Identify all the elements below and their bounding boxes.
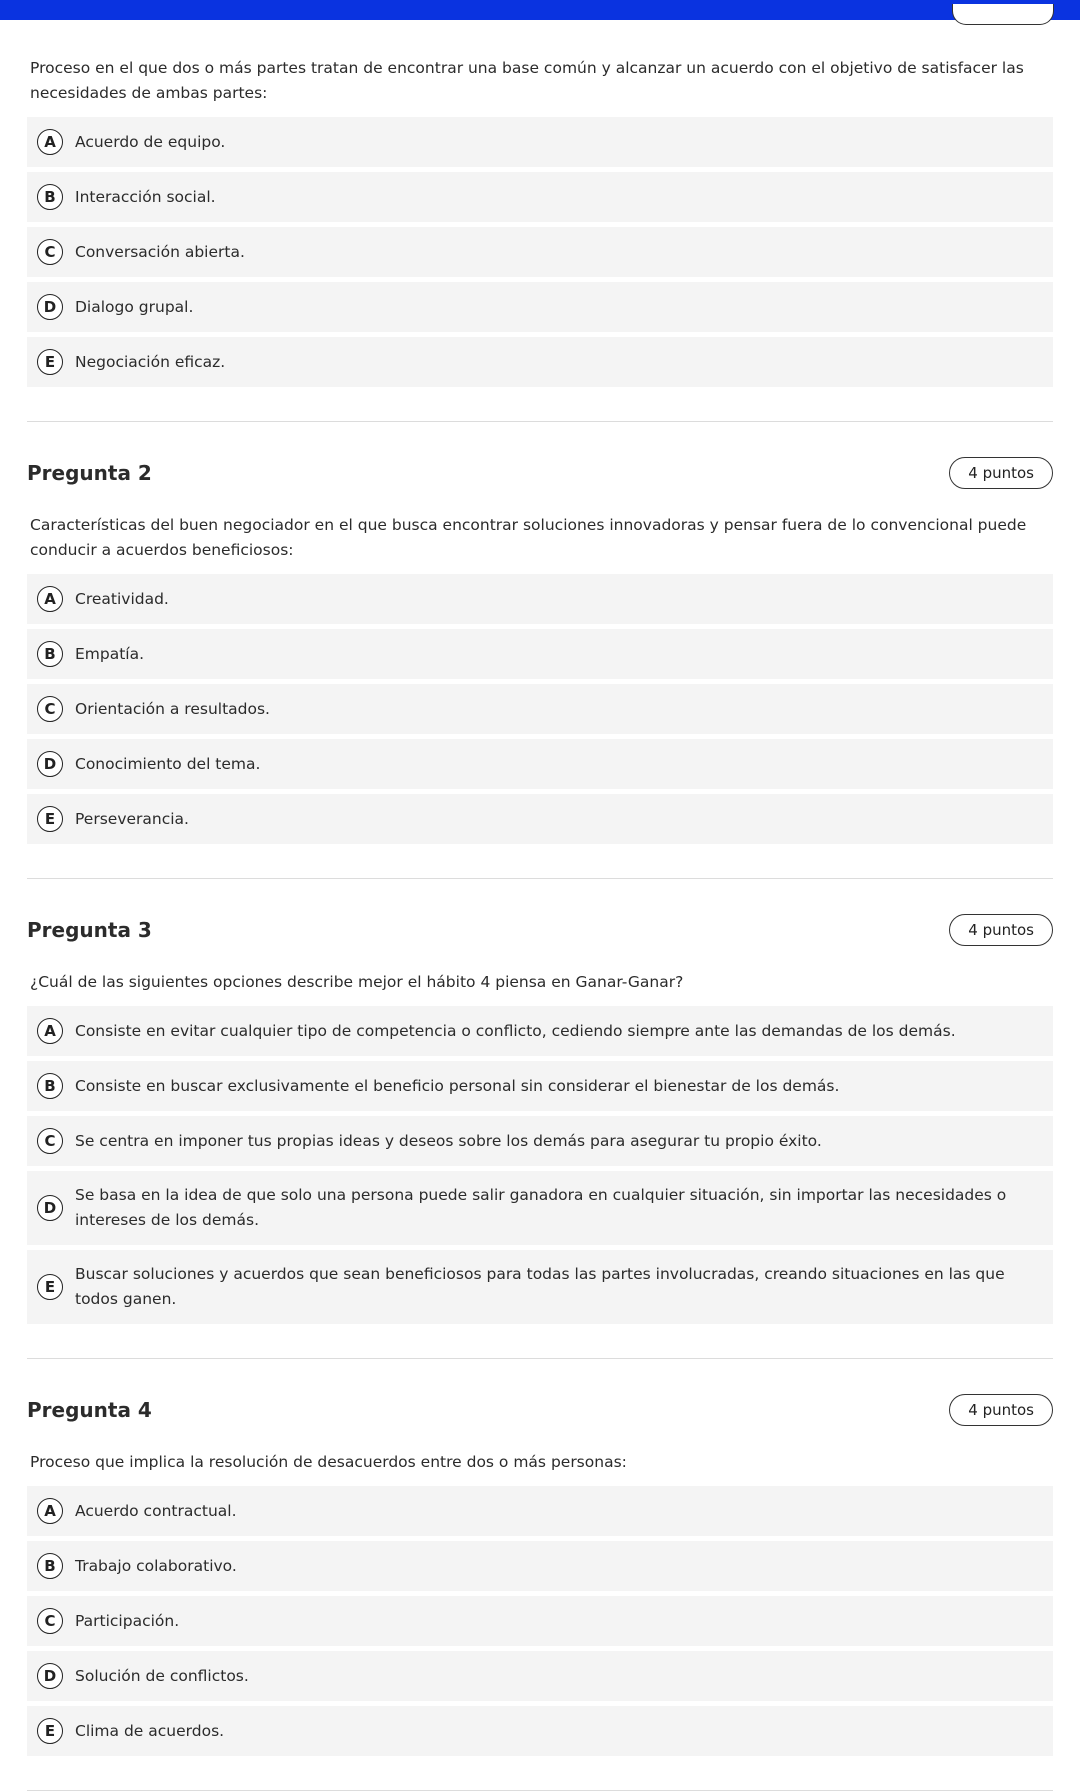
question-header bbox=[27, 913, 1053, 947]
option-letter: C bbox=[37, 239, 63, 265]
option-text: Trabajo colaborativo. bbox=[75, 1556, 237, 1575]
option-text: Se centra en imponer tus propias ideas y deseos sobre los demás para asegurar tu propio éxito. bbox=[75, 1131, 822, 1150]
option-letter: D bbox=[37, 1195, 63, 1221]
option-text: Participación. bbox=[75, 1611, 180, 1630]
option-letter: D bbox=[37, 294, 63, 320]
points-badge: 4 puntos bbox=[949, 914, 1053, 946]
question-1 bbox=[27, 20, 1053, 387]
quiz-content bbox=[27, 20, 1053, 1791]
question-prompt: Proceso que implica la resolución de desacuerdos entre dos o más personas: bbox=[30, 1453, 627, 1471]
question-prompt: Proceso en el que dos o más partes tratan de encontrar una base común y alcanzar un acuerdo con el objetivo de satisfacer las necesidades de ambas partes: bbox=[30, 59, 1024, 102]
option-a[interactable] bbox=[27, 117, 1053, 167]
question-4 bbox=[27, 1359, 1053, 1756]
option-letter: B bbox=[37, 184, 63, 210]
option-c[interactable] bbox=[27, 227, 1053, 277]
option-c[interactable] bbox=[27, 1596, 1053, 1646]
option-text: Clima de acuerdos. bbox=[75, 1721, 225, 1740]
options-list bbox=[27, 117, 1053, 387]
question-prompt: Características del buen negociador en el que busca encontrar soluciones innovadoras y pensar fuera de lo convencional puede conducir a acuerdos beneficiosos: bbox=[30, 516, 1027, 559]
option-letter: C bbox=[37, 1608, 63, 1634]
option-text: Perseverancia. bbox=[75, 809, 189, 828]
option-text: Consiste en evitar cualquier tipo de competencia o conflicto, cediendo siempre ante las demandas de los demás. bbox=[75, 1021, 956, 1040]
question-title: Pregunta 2 bbox=[27, 461, 152, 485]
option-text: Negociación eficaz. bbox=[75, 352, 226, 371]
option-letter: D bbox=[37, 751, 63, 777]
option-text: Buscar soluciones y acuerdos que sean beneficiosos para todas las partes involucradas, creando situaciones en las que todos ganen. bbox=[75, 1265, 1005, 1308]
option-text: Consiste en buscar exclusivamente el beneficio personal sin considerar el bienestar de los demás. bbox=[75, 1076, 840, 1095]
options-list bbox=[27, 574, 1053, 844]
option-e[interactable] bbox=[27, 794, 1053, 844]
points-badge: 4 puntos bbox=[949, 1394, 1053, 1426]
question-prompt: ¿Cuál de las siguientes opciones describe mejor el hábito 4 piensa en Ganar-Ganar? bbox=[30, 973, 684, 991]
option-b[interactable] bbox=[27, 1541, 1053, 1591]
option-letter: A bbox=[37, 129, 63, 155]
option-letter: A bbox=[37, 586, 63, 612]
options-list bbox=[27, 1006, 1053, 1324]
option-b[interactable] bbox=[27, 172, 1053, 222]
option-text: Interacción social. bbox=[75, 187, 216, 206]
option-text: Conversación abierta. bbox=[75, 242, 245, 261]
option-letter: E bbox=[37, 1274, 63, 1300]
question-title: Pregunta 4 bbox=[27, 1398, 152, 1422]
option-letter: E bbox=[37, 1718, 63, 1744]
option-letter: C bbox=[37, 696, 63, 722]
option-text: Dialogo grupal. bbox=[75, 297, 194, 316]
option-d[interactable] bbox=[27, 1651, 1053, 1701]
option-e[interactable] bbox=[27, 1250, 1053, 1324]
option-c[interactable] bbox=[27, 684, 1053, 734]
option-letter: B bbox=[37, 1553, 63, 1579]
question-header bbox=[27, 456, 1053, 490]
question-title: Pregunta 3 bbox=[27, 918, 152, 942]
option-text: Empatía. bbox=[75, 644, 145, 663]
option-a[interactable] bbox=[27, 574, 1053, 624]
option-text: Se basa en la idea de que solo una persona puede salir ganadora en cualquier situación, sin importar las necesidades o intereses de los demás. bbox=[75, 1186, 1007, 1229]
option-letter: B bbox=[37, 641, 63, 667]
option-letter: E bbox=[37, 349, 63, 375]
option-a[interactable] bbox=[27, 1006, 1053, 1056]
option-a[interactable] bbox=[27, 1486, 1053, 1536]
option-e[interactable] bbox=[27, 1706, 1053, 1756]
option-letter: D bbox=[37, 1663, 63, 1689]
option-e[interactable] bbox=[27, 337, 1053, 387]
option-d[interactable] bbox=[27, 1171, 1053, 1245]
option-letter: B bbox=[37, 1073, 63, 1099]
option-text: Conocimiento del tema. bbox=[75, 754, 261, 773]
option-text: Acuerdo contractual. bbox=[75, 1501, 237, 1520]
option-c[interactable] bbox=[27, 1116, 1053, 1166]
question-3 bbox=[27, 879, 1053, 1324]
option-letter: A bbox=[37, 1018, 63, 1044]
option-b[interactable] bbox=[27, 629, 1053, 679]
points-badge: 4 puntos bbox=[949, 457, 1053, 489]
question-2 bbox=[27, 422, 1053, 844]
option-text: Acuerdo de equipo. bbox=[75, 132, 226, 151]
option-d[interactable] bbox=[27, 282, 1053, 332]
option-letter: A bbox=[37, 1498, 63, 1524]
options-list bbox=[27, 1486, 1053, 1756]
option-letter: E bbox=[37, 806, 63, 832]
option-b[interactable] bbox=[27, 1061, 1053, 1111]
top-header-bar bbox=[0, 0, 1080, 20]
option-d[interactable] bbox=[27, 739, 1053, 789]
option-text: Orientación a resultados. bbox=[75, 699, 270, 718]
option-text: Creatividad. bbox=[75, 589, 169, 608]
option-letter: C bbox=[37, 1128, 63, 1154]
question-header bbox=[27, 1393, 1053, 1427]
option-text: Solución de conflictos. bbox=[75, 1666, 249, 1685]
